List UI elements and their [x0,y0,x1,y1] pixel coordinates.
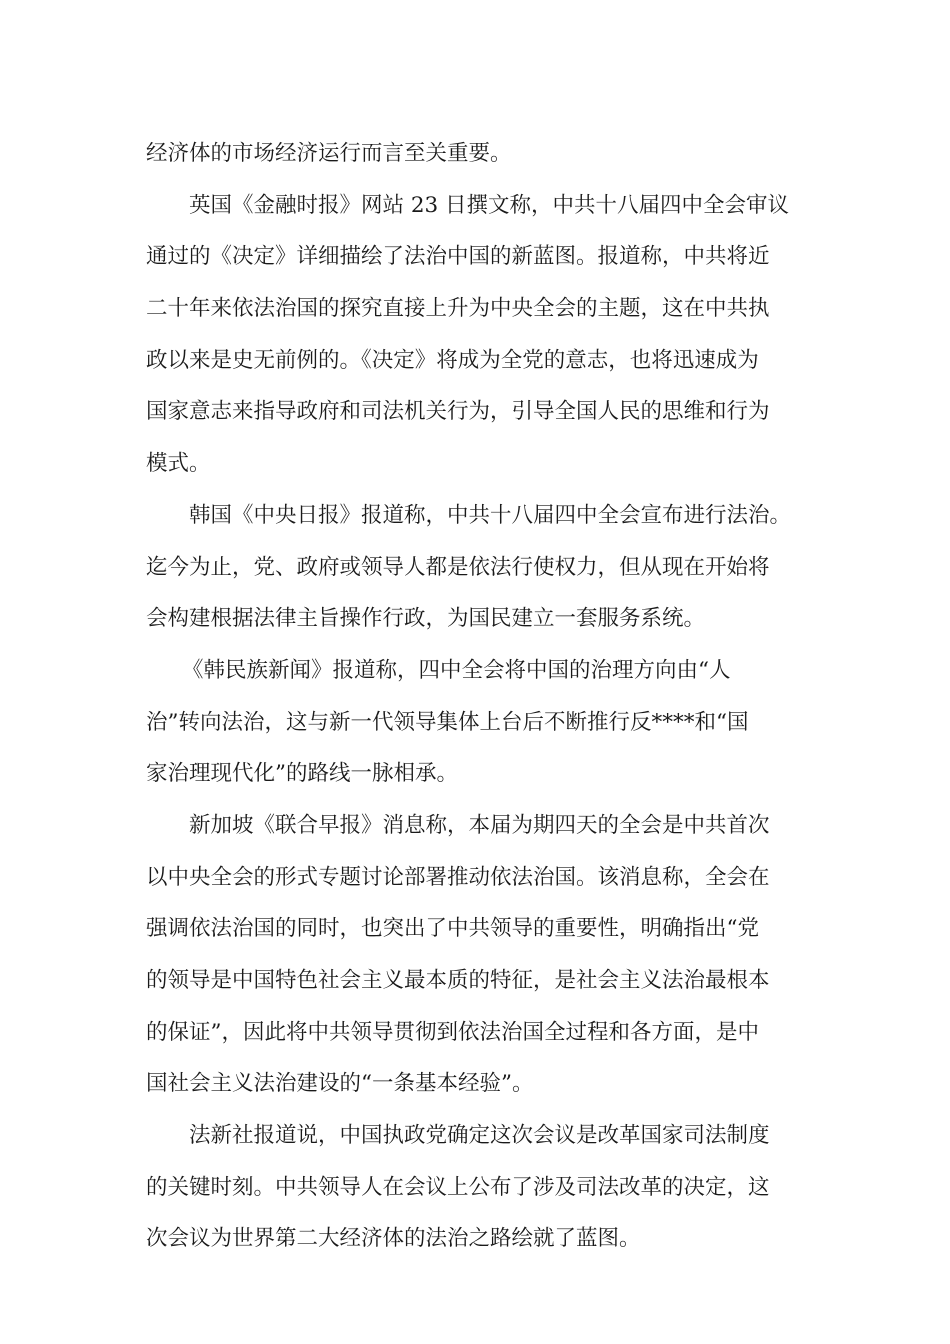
paragraph-first-line: 英国《金融时报》网站 23 日撰文称，中共十八届四中全会审议 [189,192,790,218]
text-line: 治”转向法治，这与新一代领导集体上台后不断推行反****和“国 [146,709,749,735]
text-line: 国社会主义法治建设的“一条基本经验”。 [146,1071,534,1097]
text-line: 政以来是史无前例的。《决定》将成为全党的意志，也将迅速成为 [146,347,759,373]
text-line: 以中央全会的形式专题讨论部署推动依法治国。该消息称，全会在 [146,864,770,890]
text-line: 次会议为世界第二大经济体的法治之路绘就了蓝图。 [146,1226,641,1252]
text-line: 会构建根据法律主旨操作行政，为国民建立一套服务系统。 [146,606,706,632]
text-line: 迄今为止，党、政府或领导人都是依法行使权力，但从现在开始将 [146,554,770,580]
paragraph-first-line: 《韩民族新闻》报道称，四中全会将中国的治理方向由“人 [182,657,731,683]
text-line: 通过的《决定》详细描绘了法治中国的新蓝图。报道称，中共将近 [146,244,770,270]
text-line: 的关键时刻。中共领导人在会议上公布了涉及司法改革的决定，这 [146,1174,770,1200]
paragraph-first-line: 韩国《中央日报》报道称，中共十八届四中全会宣布进行法治。 [189,502,792,528]
paragraph-first-line: 新加坡《联合早报》消息称，本届为期四天的全会是中共首次 [189,812,770,838]
text-line: 二十年来依法治国的探究直接上升为中央全会的主题，这在中共执 [146,296,770,322]
text-line: 国家意志来指导政府和司法机关行为，引导全国人民的思维和行为 [146,399,770,425]
text-line: 的领导是中国特色社会主义最本质的特征，是社会主义法治最根本 [146,968,770,993]
text-line: 经济体的市场经济运行而言至关重要。 [146,141,512,166]
text-line: 家治理现代化”的路线一脉相承。 [146,761,458,787]
text-line: 的保证”，因此将中共领导贯彻到依法治国全过程和各方面，是中 [146,1019,759,1045]
body-text [146,128,811,1265]
paragraph-first-line: 法新社报道说，中国执政党确定这次会议是改革国家司法制度 [189,1123,770,1149]
text-line: 强调依法治国的同时，也突出了中共领导的重要性，明确指出“党 [146,916,759,942]
text-line: 模式。 [146,451,211,477]
